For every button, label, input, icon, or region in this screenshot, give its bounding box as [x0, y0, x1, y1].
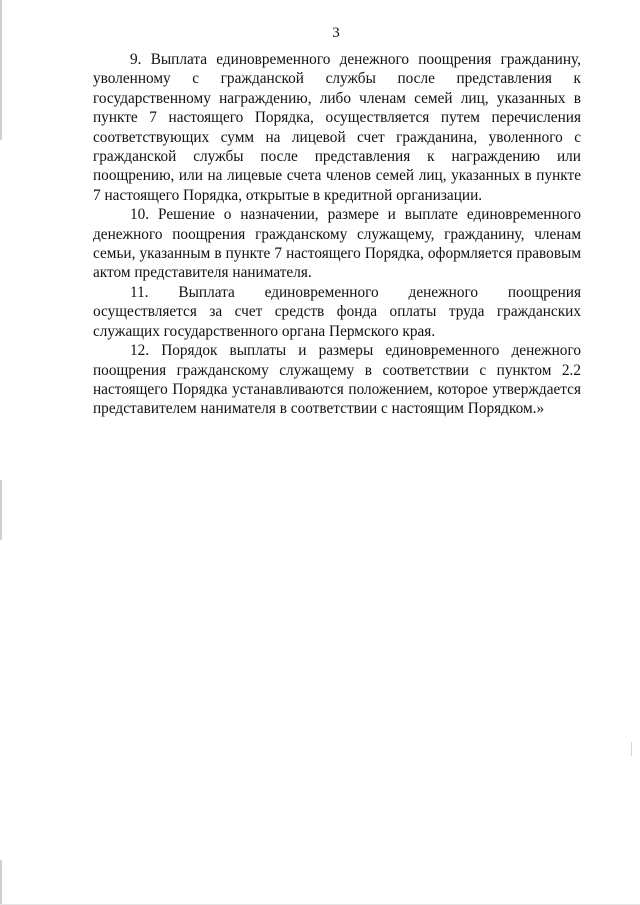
scan-edge-bottom — [0, 860, 2, 905]
scan-edge-middle — [0, 480, 2, 540]
paragraph-12: 12. Порядок выплаты и размеры единовременного денежного поощрения гражданскому служащему в соответствии с пунктом 2.2 настоящего Порядка устанавливаются положением, которое утверждается представителем нанимателя в соответствии с настоящим Порядком.» — [93, 342, 581, 418]
scan-edge-top — [0, 0, 2, 140]
paragraph-10: 10. Решение о назначении, размере и выплате единовременного денежного поощрения гражданскому служащему, гражданину, членам семьи, указанным в пункте 7 настоящего Порядка, оформляется правовым актом представителя нанимателя. — [93, 206, 581, 282]
page-number: 3 — [332, 25, 340, 41]
document-body — [93, 50, 581, 419]
paragraph-11: 11. Выплата единовременного денежного поощрения осуществляется за счет средств фонда оплаты труда гражданских служащих государственного органа Пермского края. — [93, 283, 581, 340]
scan-mark-right — [631, 742, 632, 756]
paragraph-9: 9. Выплата единовременного денежного поощрения гражданину, уволенному с гражданской службы после представления к государственному награждению, либо членам семей лиц, указанных в пункте 7 настоящего Порядка, осуществляется путем перечисления соответствующих сумм на лицевой счет гражданина, уволенного с гражданской службы после представления к награждению или поощрению, или на лицевые счета членов семей лиц, указанных в пункте 7 настоящего Порядка, открытые в кредитной организации. — [93, 51, 581, 204]
